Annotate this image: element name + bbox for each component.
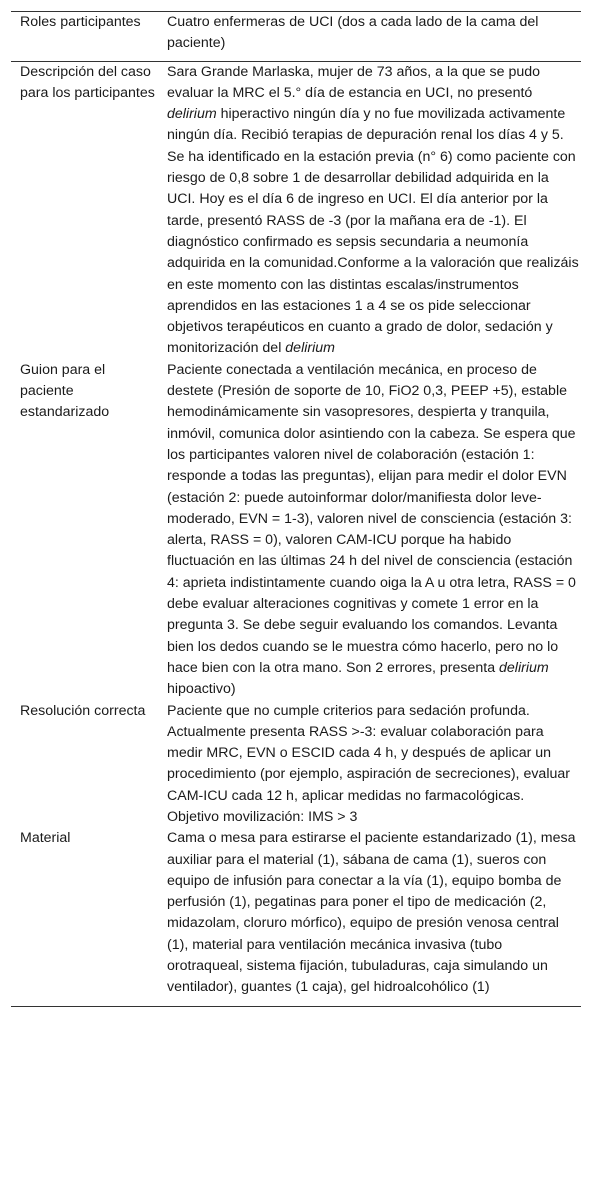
patient-script-text-2: hipoactivo)	[167, 681, 236, 698]
row-label-correct-resolution: Resolución correcta	[20, 702, 146, 719]
case-description-delirium-2: delirium	[285, 340, 335, 357]
row-content-correct-resolution: Paciente que no cumple criterios para sedación profunda. Actualmente presenta RASS >-3: evaluar colaboración para medir MRC, EVN o ESCID cada 4 h, y después de aplicar un procedimiento (por ejemplo, aspiración de secreciones), evaluar CAM-ICU cada 12 h, aplicar medidas no farmacológicas. Objetivo movilización: IMS > 3	[167, 702, 570, 825]
table-header-row	[11, 12, 581, 62]
row-label-case-description: Descripción del caso para los participantes	[20, 63, 155, 101]
patient-script-delirium: delirium	[499, 659, 549, 676]
row-content-material: Cama o mesa para estirarse el paciente estandarizado (1), mesa auxiliar para el material (1), sábana de cama (1), sueros con equipo de infusión para conectar a la vía (1), equipo bomba de perfusión (1), pegatinas para poner el tipo de medicación (2, midazolam, cloruro mórfico), equipo de presión venosa central (1), material para ventilación mecánica invasiva (tubo orotraqueal, sistema fijación, tubuladuras, caja simulando un ventilador), guantes (1 caja), gel hidroalcohólico (1)	[167, 830, 576, 996]
row-content-patient-script	[157, 360, 581, 701]
header-label: Roles participantes	[20, 14, 141, 30]
table-row-case-description	[11, 62, 581, 360]
table-row-patient-script	[11, 360, 581, 701]
table-row-material	[11, 828, 581, 1005]
case-table	[11, 11, 581, 1007]
row-content-case-description	[157, 62, 581, 360]
case-description-text-1: Sara Grande Marlaska, mujer de 73 años, a la que se pudo evaluar la MRC el 5.° día de estancia en UCI, no presentó	[167, 63, 541, 101]
patient-script-text-1: Paciente conectada a ventilación mecánica, en proceso de destete (Presión de soporte de 10, FiO2 0,3, PEEP +5), estable hemodinámicamente sin vasopresores, despierta y tranquila, inmóvil, comunica dolor asintiendo con la cabeza. Se espera que los participantes valoren nivel de colaboración (estación 1: responde a todas las preguntas), elijan para medir el dolor EVN (estación 2: puede autoinformar dolor/manifiesta dolor leve-moderado, EVN = 1-3), valoren nivel de consciencia (estación 3: alerta, RASS = 0), valoren CAM-ICU porque ha habido fluctuación en las últimas 24 h del nivel de consciencia (estación 4: aprieta indistintamente cuando oiga la A u otra letra, RASS = 0 debe evaluar alteraciones cognitivas y comete 1 error en la pregunta 3. Se debe seguir evaluando los comandos. Levanta bien los dedos cuando se le muestra cómo hacerlo, pero no lo hace bien con la otra mano. Son 2 errores, presenta	[167, 361, 576, 676]
case-description-text-2: hiperactivo ningún día y no fue movilizada activamente ningún día. Recibió terapias de depuración renal los días 4 y 5. Se ha identificado en la estación previa (n° 6) como paciente con riesgo de 0,8 sobre 1 de desarrollar debilidad adquirida en la UCI. Hoy es el día 6 de ingreso en UCI. El día anterior por la tarde, presentó RASS de -3 (por la mañana era de -1). El diagnóstico confirmado es sepsis secundaria a neumonía adquirida en la comunidad.Conforme a la valoración que realizáis en este momento con las distintas escalas/instrumentos aprendidos en las estaciones 1 a 4 se os pide seleccionar objetivos terapéuticos en cuanto a grado de dolor, sedación y monitorización del	[167, 106, 579, 357]
case-description-delirium-1: delirium	[167, 106, 217, 123]
row-label-material: Material	[20, 830, 71, 847]
header-content: Cuatro enfermeras de UCI (dos a cada lado de la cama del paciente)	[167, 14, 539, 52]
table-row-correct-resolution	[11, 701, 581, 829]
row-label-patient-script: Guion para el paciente estandarizado	[20, 361, 110, 421]
